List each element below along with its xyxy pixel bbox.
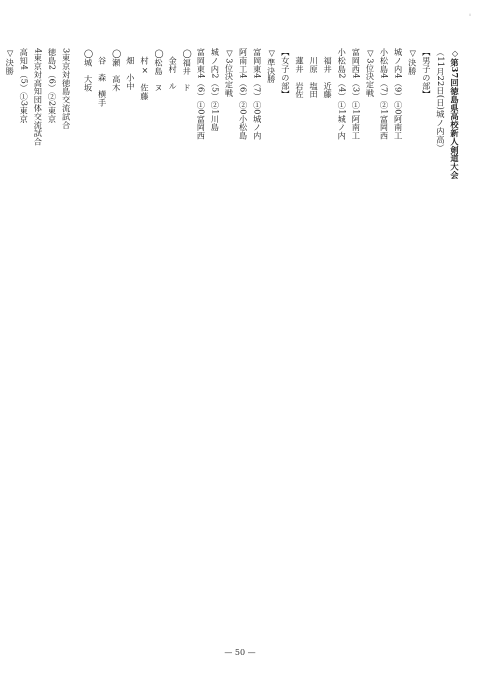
- text-column: ◯城 大坂: [83, 48, 94, 92]
- text-column: 4東京対高知団体交流試合: [33, 48, 44, 146]
- text-column: 3東京対徳島交流試合: [61, 48, 72, 130]
- text-column: 富岡西4（3）①1阿南工: [351, 48, 362, 140]
- text-column: 富岡東4（7）①0城ノ内: [252, 48, 263, 140]
- section-heading: ◇第37回徳島県高校新人剣道大会: [450, 48, 460, 180]
- text-column: ▽決勝: [5, 48, 16, 75]
- text-column: 小松島4（7）②1富岡西: [379, 48, 390, 140]
- text-column: 阿南工4（6）②0小松島: [238, 48, 249, 140]
- text-column: 村× 佐藤: [139, 48, 150, 101]
- text-column: 【男子の部】: [421, 48, 432, 99]
- text-column: 徳島2（6）②2東京: [47, 48, 58, 124]
- text-column: ◯松島 ヌ: [154, 48, 165, 92]
- text-column: ▽3位決定戦: [365, 48, 376, 98]
- text-column: 蓮井 岩佐: [294, 48, 305, 99]
- text-column: 富岡東4（6）①0富岡西: [196, 48, 207, 140]
- text-column: （11月22日(日)城ノ内高）: [435, 48, 446, 153]
- text-column: 金村 ル: [168, 48, 179, 90]
- text-column: 城ノ内2（5）②1川島: [210, 48, 221, 132]
- text-column: ▽決勝: [407, 48, 418, 75]
- page-number: — 50 —: [224, 648, 256, 657]
- text-column: 城ノ内4（9）①0阿南工: [393, 48, 404, 140]
- text-column: 【女子の部】: [280, 48, 291, 99]
- text-column: 川原 塩田: [309, 48, 320, 99]
- text-columns: [0, 48, 462, 596]
- text-column: 福井 近藤: [323, 48, 334, 99]
- text-column: ▽準決勝: [266, 48, 277, 84]
- text-column: 高知4（5）①3東京: [19, 48, 30, 124]
- text-column: 谷 森 横手: [97, 48, 108, 107]
- text-column: 小松島2（4）①1城ノ内: [337, 48, 348, 140]
- text-column: ◯瀬 高木: [111, 48, 122, 92]
- text-column: 畑 小中: [125, 48, 136, 90]
- text-column: ◯福井 ド: [182, 48, 193, 92]
- text-column: ▽3位決定戦: [224, 48, 235, 98]
